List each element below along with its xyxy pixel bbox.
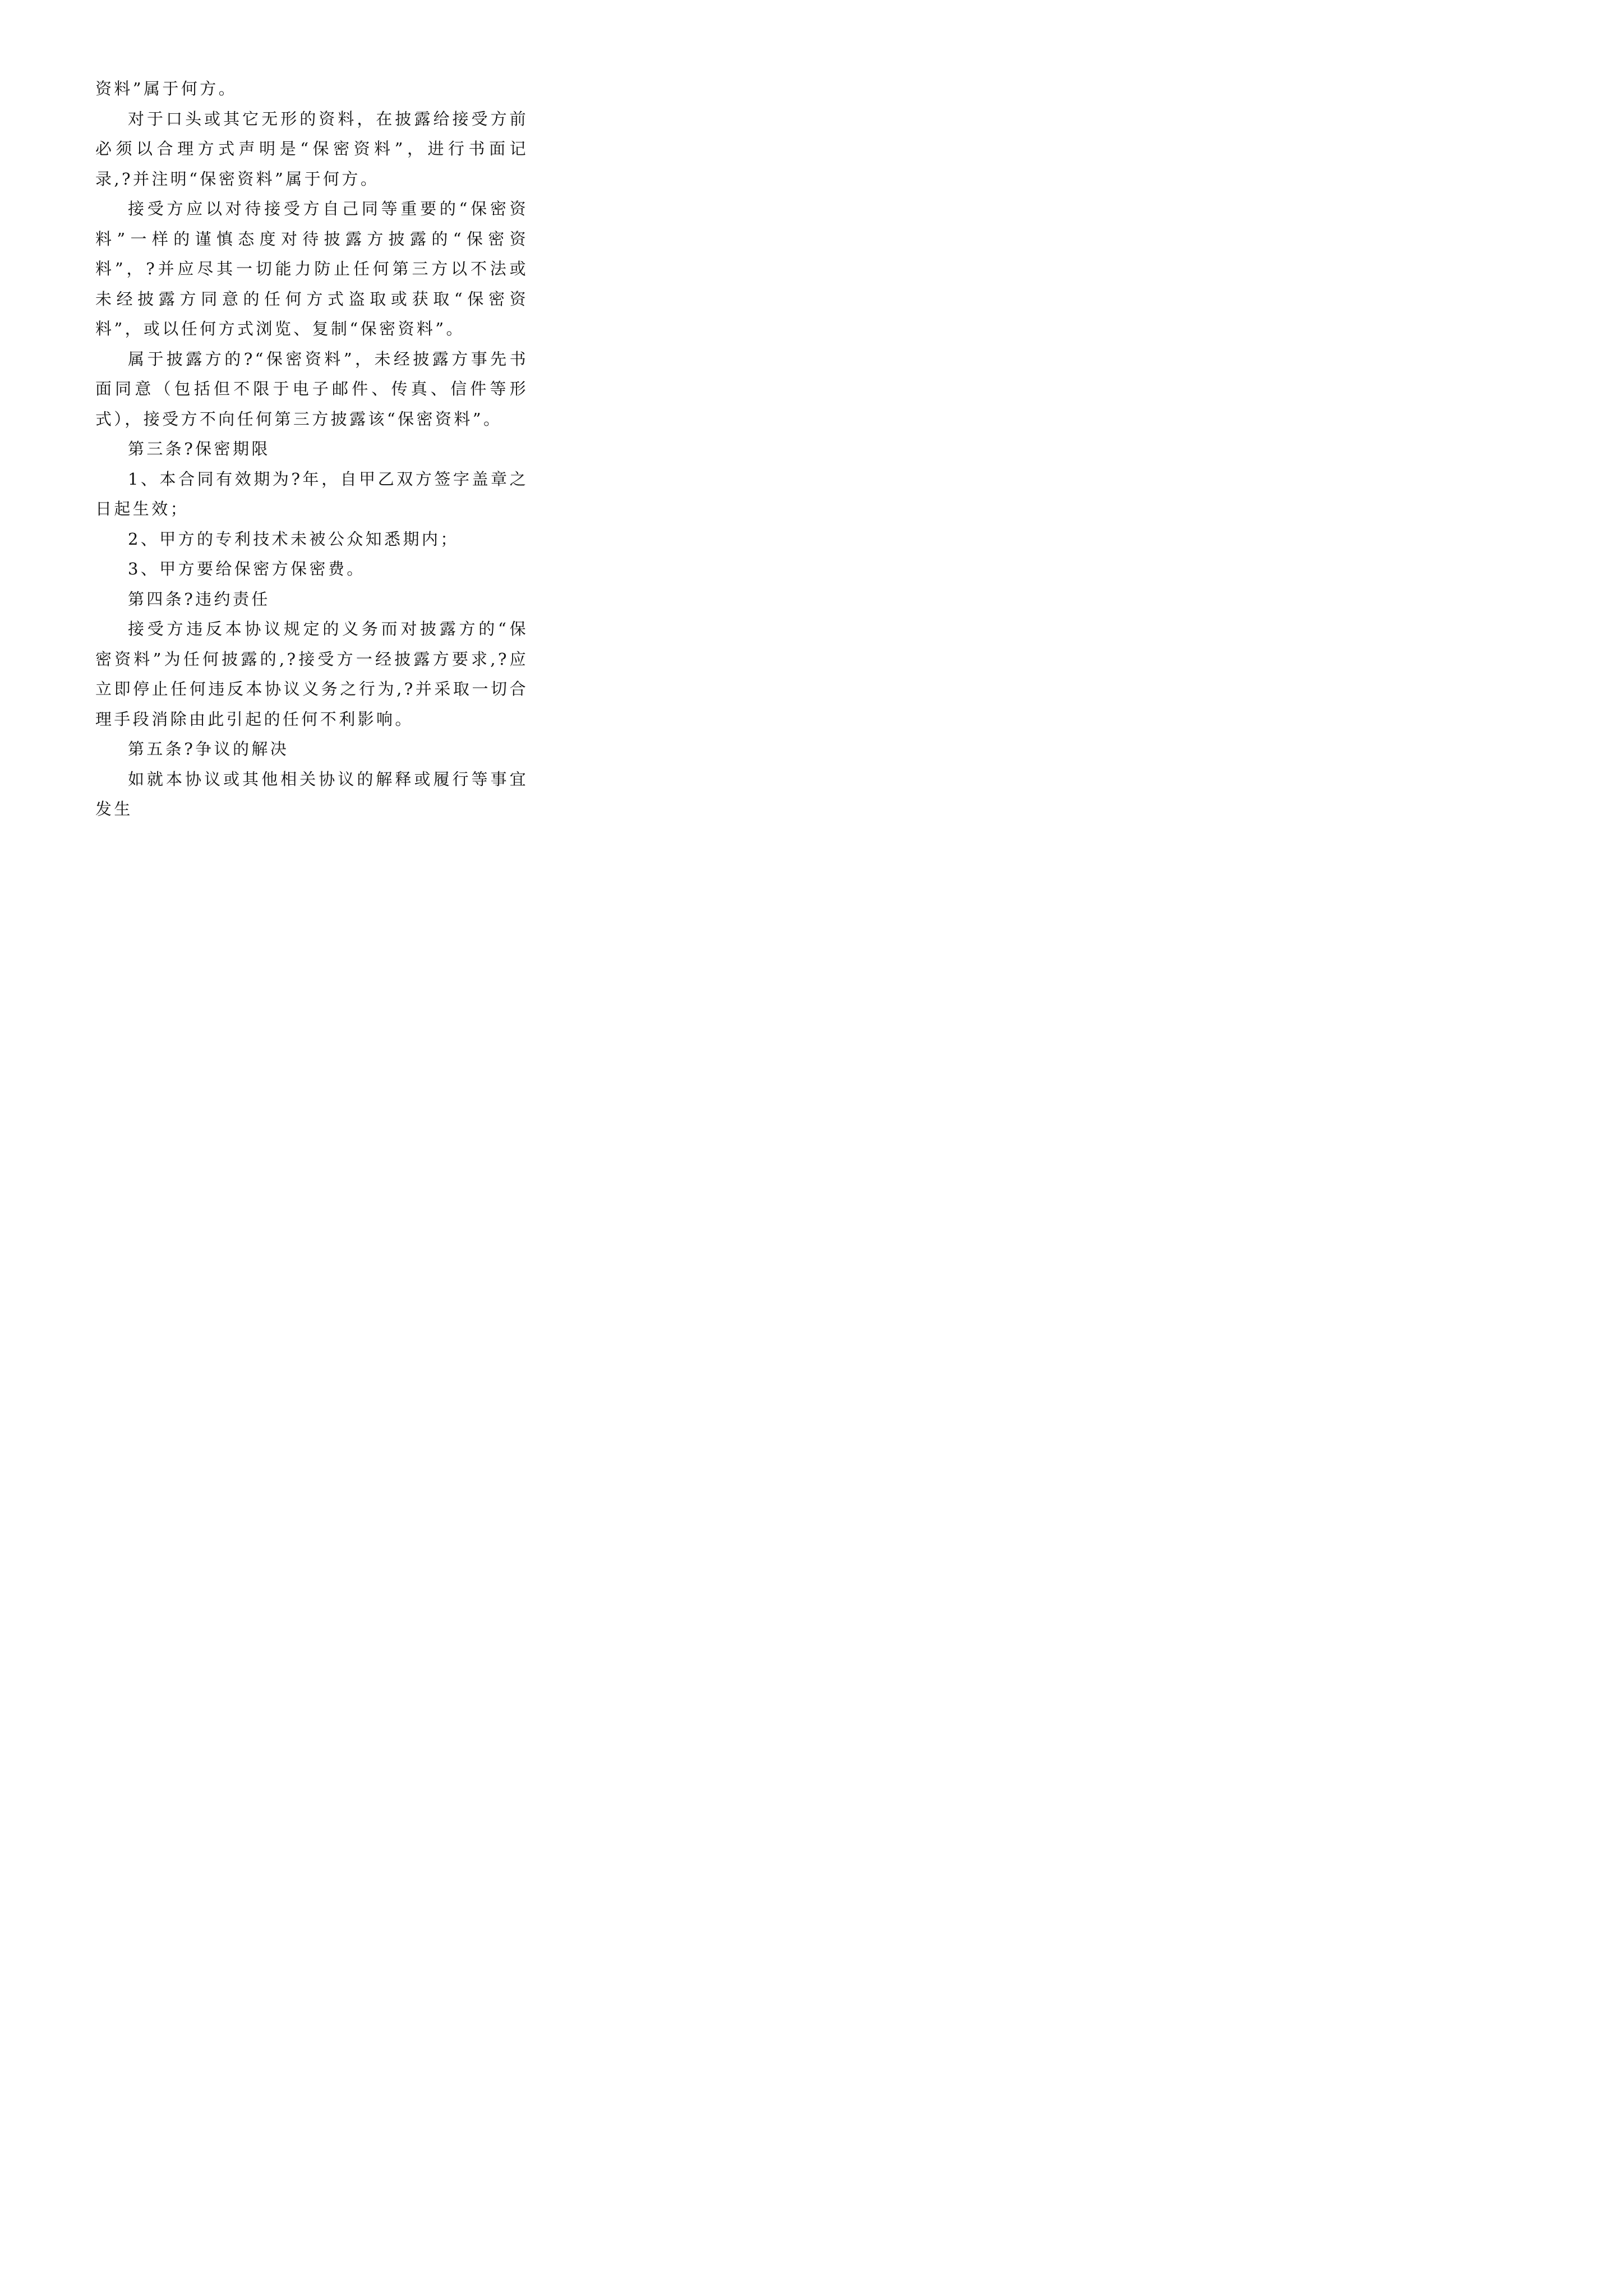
paragraph-oral-info: 对于口头或其它无形的资料，在披露给接受方前必须以合理方式声明是“保密资料”，进行书面记录,?并注明“保密资料”属于何方。 bbox=[95, 109, 528, 188]
article-4-heading: 第四条?违约责任 bbox=[128, 589, 270, 609]
article-5-heading: 第五条?争议的解决 bbox=[128, 739, 289, 758]
article-5-body: 如就本协议或其他相关协议的解释或履行等事宜发生 bbox=[95, 769, 528, 818]
paragraph-no-disclosure: 属于披露方的?“保密资料”，未经披露方事先书面同意（包括但不限于电子邮件、传真、信件等形式），接受方不向任何第三方披露该“保密资料”。 bbox=[95, 349, 528, 429]
article-4-body: 接受方违反本协议规定的义务而对披露方的“保密资料”为任何披露的,?接受方一经披露方要求,?应立即停止任何违反本协议义务之行为,?并采取一切合理手段消除由此引起的任何不利影响。 bbox=[95, 619, 528, 729]
document-body bbox=[95, 74, 528, 825]
article-3-heading: 第三条?保密期限 bbox=[128, 439, 270, 458]
paragraph-receiver-duty: 接受方应以对待接受方自己同等重要的“保密资料”一样的谨慎态度对待披露方披露的“保密资料”，?并应尽其一切能力防止任何第三方以不法或未经披露方同意的任何方式盗取或获取“保密资料”，或以任何方式浏览、复制“保密资料”。 bbox=[95, 199, 528, 338]
article-3-item-3: 3、甲方要给保密方保密费。 bbox=[128, 559, 366, 578]
document-page bbox=[0, 0, 619, 876]
paragraph-continuation: 资料”属于何方。 bbox=[95, 79, 238, 98]
article-3-item-1: 1、本合同有效期为?年，自甲乙双方签字盖章之日起生效； bbox=[95, 469, 528, 518]
article-3-item-2: 2、甲方的专利技术未被公众知悉期内； bbox=[128, 529, 459, 549]
